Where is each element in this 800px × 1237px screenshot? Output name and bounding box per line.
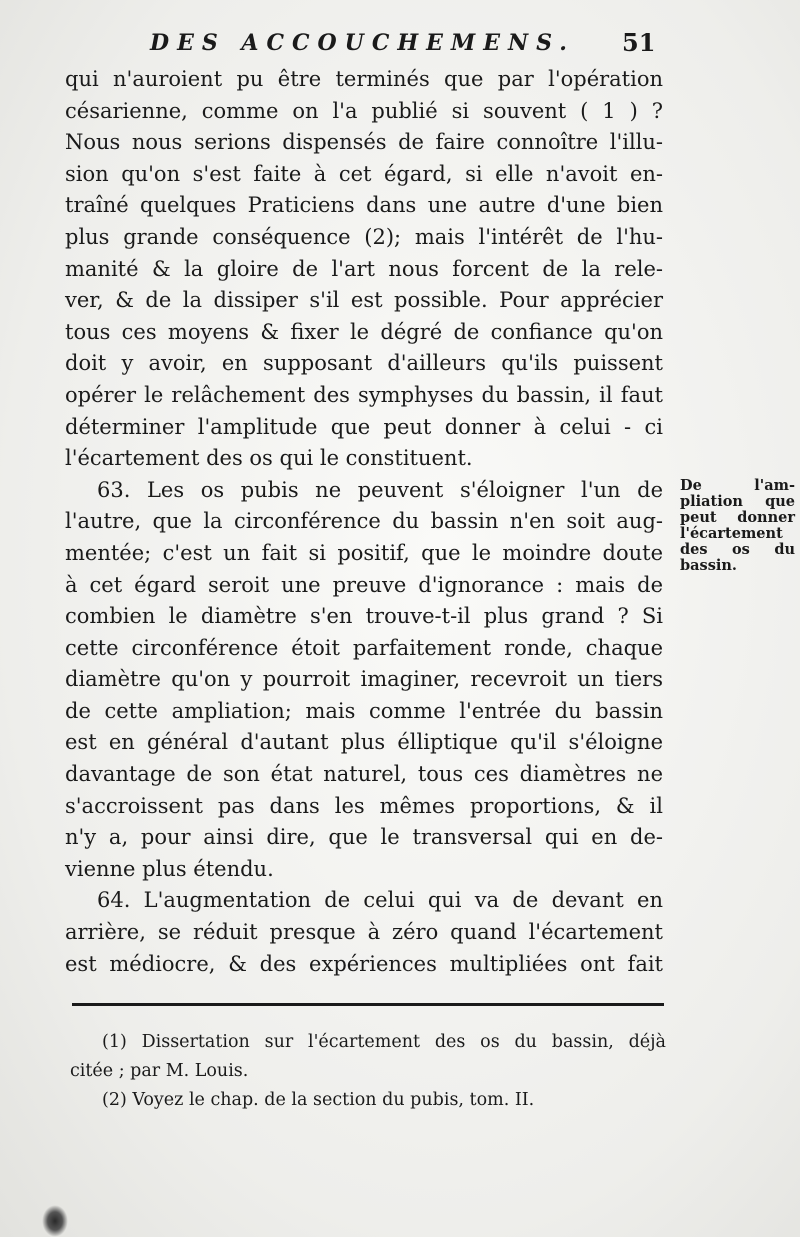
footnote-line: citée ; par M. Louis. bbox=[70, 1061, 249, 1081]
margin-note-line: pliation que bbox=[680, 493, 795, 510]
paragraph-64 bbox=[65, 885, 663, 980]
text-line: davantage de son état naturel, tous ces diamètres ne bbox=[65, 762, 663, 787]
margin-note-line: peut donner bbox=[680, 509, 795, 526]
text-line: tous ces moyens & fixer le dégré de confiance qu'on bbox=[65, 319, 663, 344]
paragraph-continuation bbox=[65, 64, 663, 475]
text-line: traîné quelques Praticiens dans une autre d'une bien bbox=[65, 193, 663, 218]
text-line: 64. L'augmentation de celui qui va de devant en bbox=[97, 888, 663, 913]
text-line: doit y avoir, en supposant d'ailleurs qu'ils puissent bbox=[65, 351, 663, 376]
text-line: l'autre, que la circonférence du bassin n'en soit aug- bbox=[65, 509, 663, 534]
text-line: plus grande conséquence (2); mais l'intérêt de l'hu- bbox=[65, 224, 663, 249]
text-line: qui n'auroient pu être terminés que par l'opération bbox=[65, 67, 663, 91]
margin-note-line: l'écartement bbox=[680, 525, 783, 542]
page-number: 51 bbox=[622, 28, 656, 57]
text-line: opérer le relâchement des symphyses du bassin, il faut bbox=[65, 382, 663, 407]
footnote-line: (2) Voyez le chap. de la section du pubis, tom. II. bbox=[102, 1090, 535, 1110]
footnote-line: (1) Dissertation sur l'écartement des os du bassin, déjà bbox=[102, 1032, 666, 1052]
text-line: ver, & de la dissiper s'il est possible. Pour apprécier bbox=[65, 288, 663, 313]
text-line: Nous nous serions dispensés de faire connoître l'illu- bbox=[65, 130, 663, 155]
footnotes bbox=[70, 1028, 666, 1115]
margin-note-line: des os du bbox=[680, 541, 795, 558]
text-line: à cet égard seroit une preuve d'ignorance : mais de bbox=[65, 572, 663, 597]
text-line: diamètre qu'on y pourroit imaginer, recevroit un tiers bbox=[65, 667, 663, 692]
text-line: est médiocre, & des expériences multipliées ont fait bbox=[65, 951, 663, 976]
text-line: cette circonférence étoit parfaitement ronde, chaque bbox=[65, 635, 663, 660]
ink-smudge bbox=[42, 1205, 68, 1237]
margin-note bbox=[680, 478, 795, 574]
text-line: mentée; c'est un fait si positif, que le moindre doute bbox=[65, 540, 663, 565]
text-line: sion qu'on s'est faite à cet égard, si elle n'avoit en- bbox=[65, 161, 663, 186]
main-text bbox=[65, 64, 663, 980]
text-line: manité & la gloire de l'art nous forcent de la rele- bbox=[65, 256, 663, 281]
text-line: l'écartement des os qui le constituent. bbox=[65, 446, 473, 471]
text-line: n'y a, pour ainsi dire, que le transversal qui en de- bbox=[65, 825, 663, 850]
text-line: 63. Les os pubis ne peuvent s'éloigner l'un de bbox=[97, 477, 663, 502]
paragraph-63 bbox=[65, 475, 663, 886]
text-line: déterminer l'amplitude que peut donner à celui - ci bbox=[65, 414, 663, 439]
text-line: est en général d'autant plus élliptique qu'il s'éloigne bbox=[65, 730, 663, 755]
text-line: combien le diamètre s'en trouve-t-il plus grand ? Si bbox=[65, 604, 663, 629]
margin-note-line: bassin. bbox=[680, 557, 737, 574]
text-line: s'accroissent pas dans les mêmes proportions, & il bbox=[65, 793, 663, 818]
text-line: césarienne, comme on l'a publié si souvent ( 1 ) ? bbox=[65, 98, 663, 123]
text-line: arrière, se réduit presque à zéro quand l'écartement bbox=[65, 920, 663, 945]
margin-note-line: De l'am- bbox=[680, 477, 795, 494]
text-line: vienne plus étendu. bbox=[65, 856, 274, 881]
footnote-divider bbox=[72, 1003, 664, 1006]
text-line: de cette ampliation; mais comme l'entrée du bassin bbox=[65, 698, 663, 723]
running-head: DES ACCOUCHEMENS. bbox=[150, 30, 575, 56]
